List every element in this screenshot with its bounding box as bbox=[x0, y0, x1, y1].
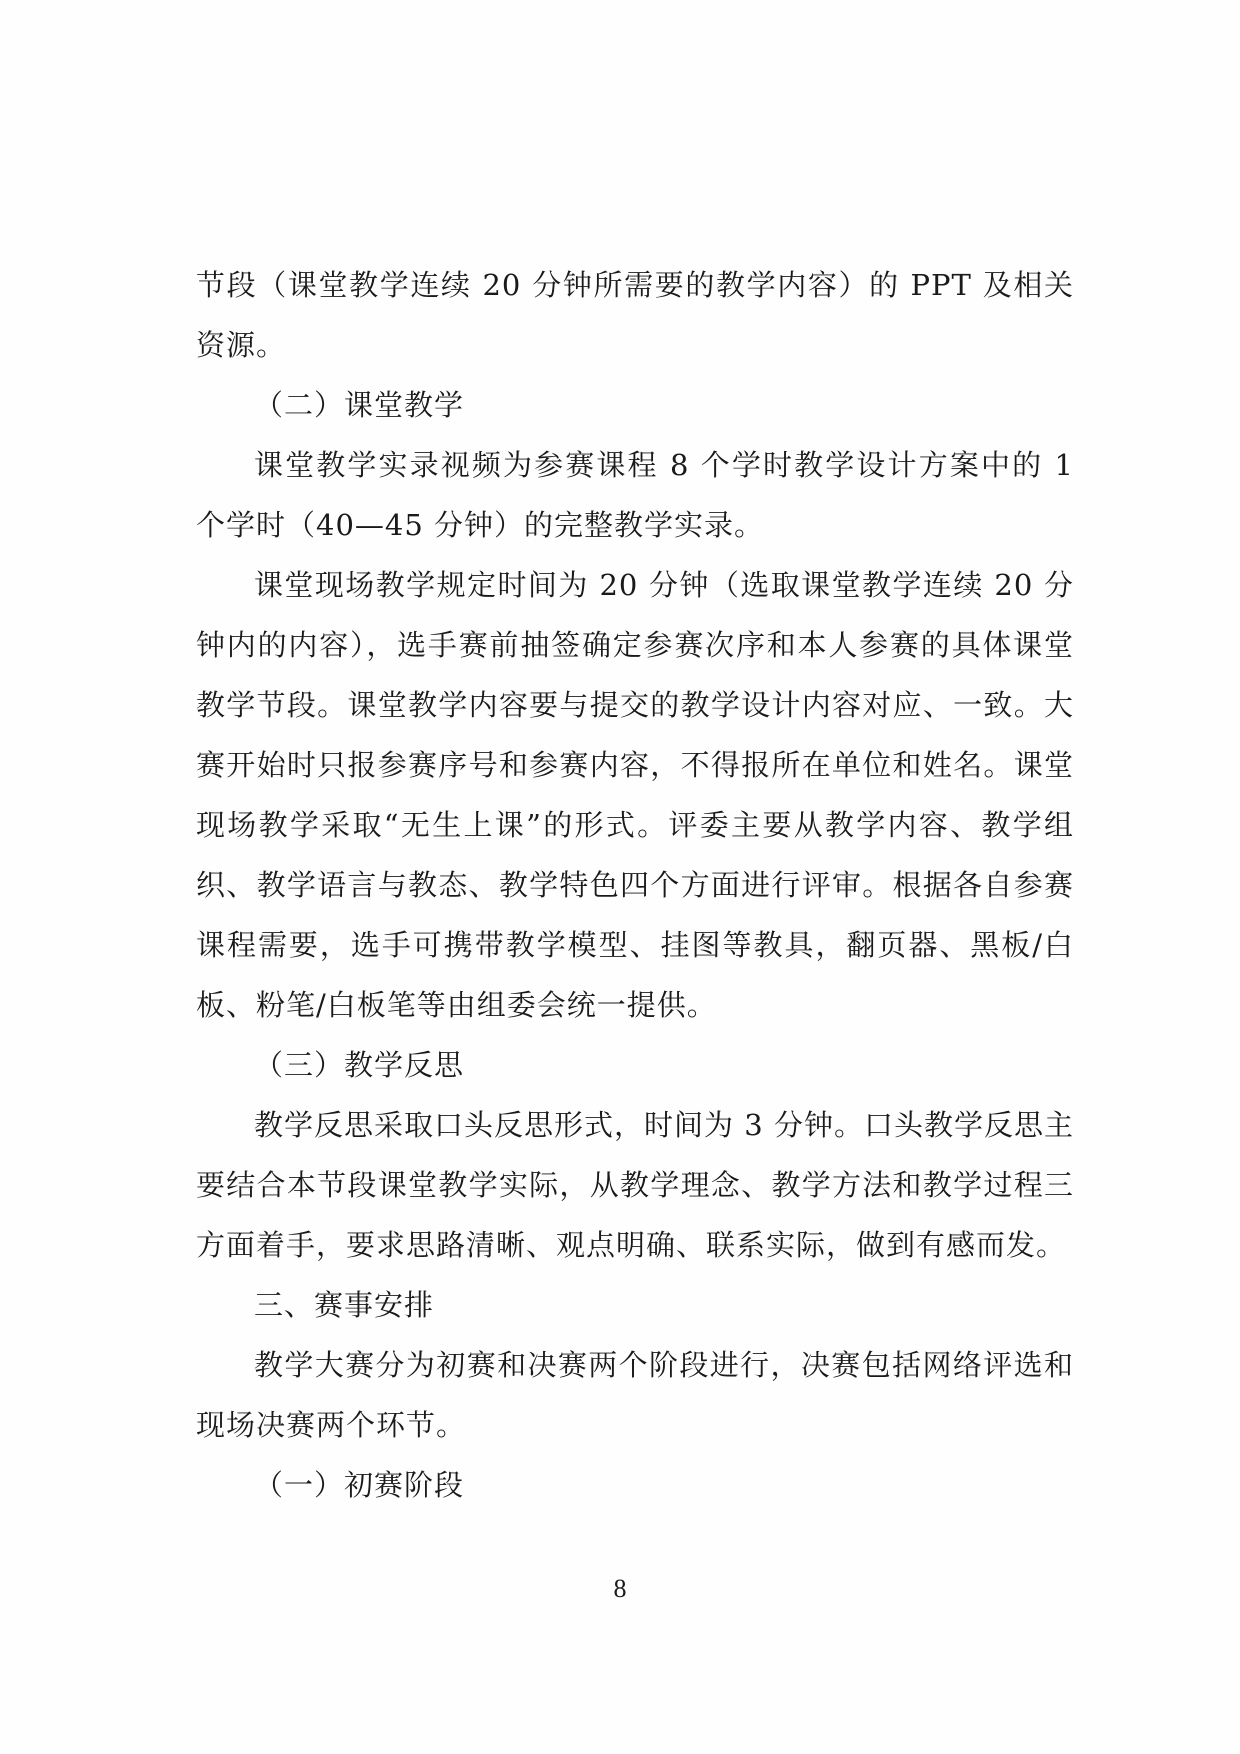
paragraph-continuation: 节段（课堂教学连续 20 分钟所需要的教学内容）的 PPT 及相关资源。 bbox=[196, 268, 1074, 362]
paragraph-reflection: 教学反思采取口头反思形式，时间为 3 分钟。口头教学反思主要结合本节段课堂教学实际，从教学理念、教学方法和教学过程三方面着手，要求思路清晰、观点明确、联系实际，做到有感而发。 bbox=[196, 1108, 1074, 1262]
page-number: 8 bbox=[613, 1574, 627, 1603]
paragraph-onsite-teaching: 课堂现场教学规定时间为 20 分钟（选取课堂教学连续 20 分钟内的内容），选手赛前抽签确定参赛次序和本人参赛的具体课堂教学节段。课堂教学内容要与提交的教学设计内容对应、一致。大赛开始时只报参赛序号和参赛内容，不得报所在单位和姓名。课堂现场教学采取“无生上课”的形式。评委主要从教学内容、教学组织、教学语言与教态、教学特色四个方面进行评审。根据各自参赛课程需要，选手可携带教学模型、挂图等教具，翻页器、黑板/白板、粉笔/白板笔等由组委会统一提供。 bbox=[196, 568, 1074, 1022]
page-body bbox=[196, 255, 1074, 1515]
subheading-teaching-reflection: （三）教学反思 bbox=[254, 1048, 465, 1082]
subheading-classroom-teaching: （二）课堂教学 bbox=[254, 388, 465, 422]
section-heading-schedule: 三、赛事安排 bbox=[254, 1288, 435, 1322]
subheading-preliminary: （一）初赛阶段 bbox=[254, 1468, 465, 1502]
paragraph-recording: 课堂教学实录视频为参赛课程 8 个学时教学设计方案中的 1 个学时（40—45 分钟）的完整教学实录。 bbox=[196, 448, 1074, 542]
paragraph-stages: 教学大赛分为初赛和决赛两个阶段进行，决赛包括网络评选和现场决赛两个环节。 bbox=[196, 1348, 1074, 1442]
